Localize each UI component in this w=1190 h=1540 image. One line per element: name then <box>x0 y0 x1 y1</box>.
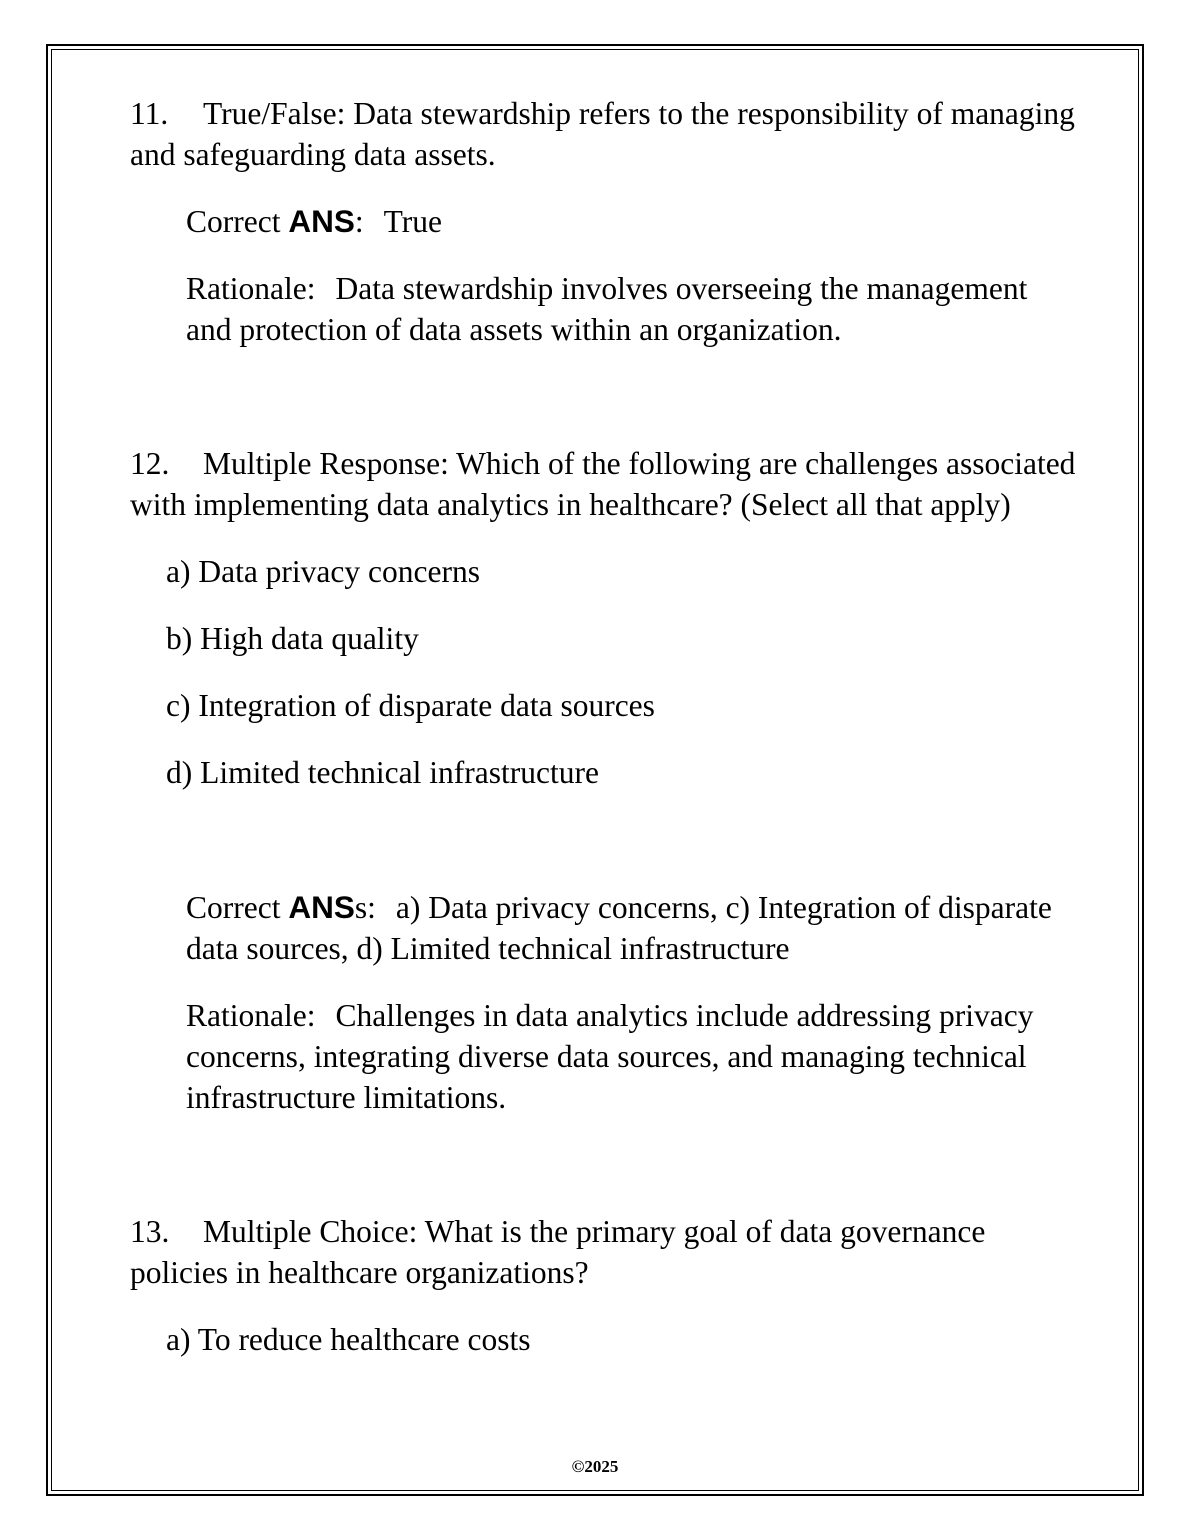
question-11-rationale <box>130 268 1080 350</box>
rationale-text: Challenges in data analytics include addressing privacy concerns, integrating diverse data sources, and managing technical infrastructure limitations. <box>186 998 1034 1115</box>
answer-label-bold: ANS <box>288 889 355 925</box>
option-c: c) Integration of disparate data sources <box>166 688 655 723</box>
question-13 <box>130 1211 1080 1293</box>
rationale-label: Rationale: <box>186 998 316 1033</box>
question-11-answer <box>130 201 1080 242</box>
question-12 <box>130 443 1080 525</box>
option-a: a) Data privacy concerns <box>166 554 480 589</box>
question-number: 13. <box>130 1214 170 1249</box>
answer-colon: : <box>354 204 364 239</box>
answer-value: True <box>383 204 442 239</box>
question-12-answer <box>130 887 1080 969</box>
question-text: Multiple Choice: What is the primary goal of data governance policies in healthcare organizations? <box>130 1214 986 1290</box>
question-number: 11. <box>130 96 169 131</box>
rationale-label: Rationale: <box>186 271 316 306</box>
question-text: Multiple Response: Which of the following are challenges associated with implementing data analytics in healthcare? (Select all that apply) <box>130 446 1076 522</box>
option-d: d) Limited technical infrastructure <box>166 755 599 790</box>
answer-label-bold: ANS <box>288 203 355 239</box>
option-b: b) High data quality <box>166 621 419 656</box>
question-number: 12. <box>130 446 170 481</box>
question-12-rationale <box>130 995 1080 1118</box>
rationale-text: Data stewardship involves overseeing the management and protection of data assets within an organization. <box>186 271 1028 347</box>
answer-prefix: Correct <box>186 890 289 925</box>
copyright-footer: ©2025 <box>571 1457 619 1476</box>
answer-value: a) Data privacy concerns, c) Integration of disparate data sources, d) Limited technical infrastructure <box>186 890 1052 966</box>
answer-suffix: s: <box>354 890 376 925</box>
question-11 <box>130 93 1080 175</box>
question-text: True/False: Data stewardship refers to the responsibility of managing and safeguarding data assets. <box>130 96 1075 172</box>
option-a: a) To reduce healthcare costs <box>166 1322 531 1357</box>
answer-prefix: Correct <box>186 204 289 239</box>
document-content <box>130 93 1080 1360</box>
